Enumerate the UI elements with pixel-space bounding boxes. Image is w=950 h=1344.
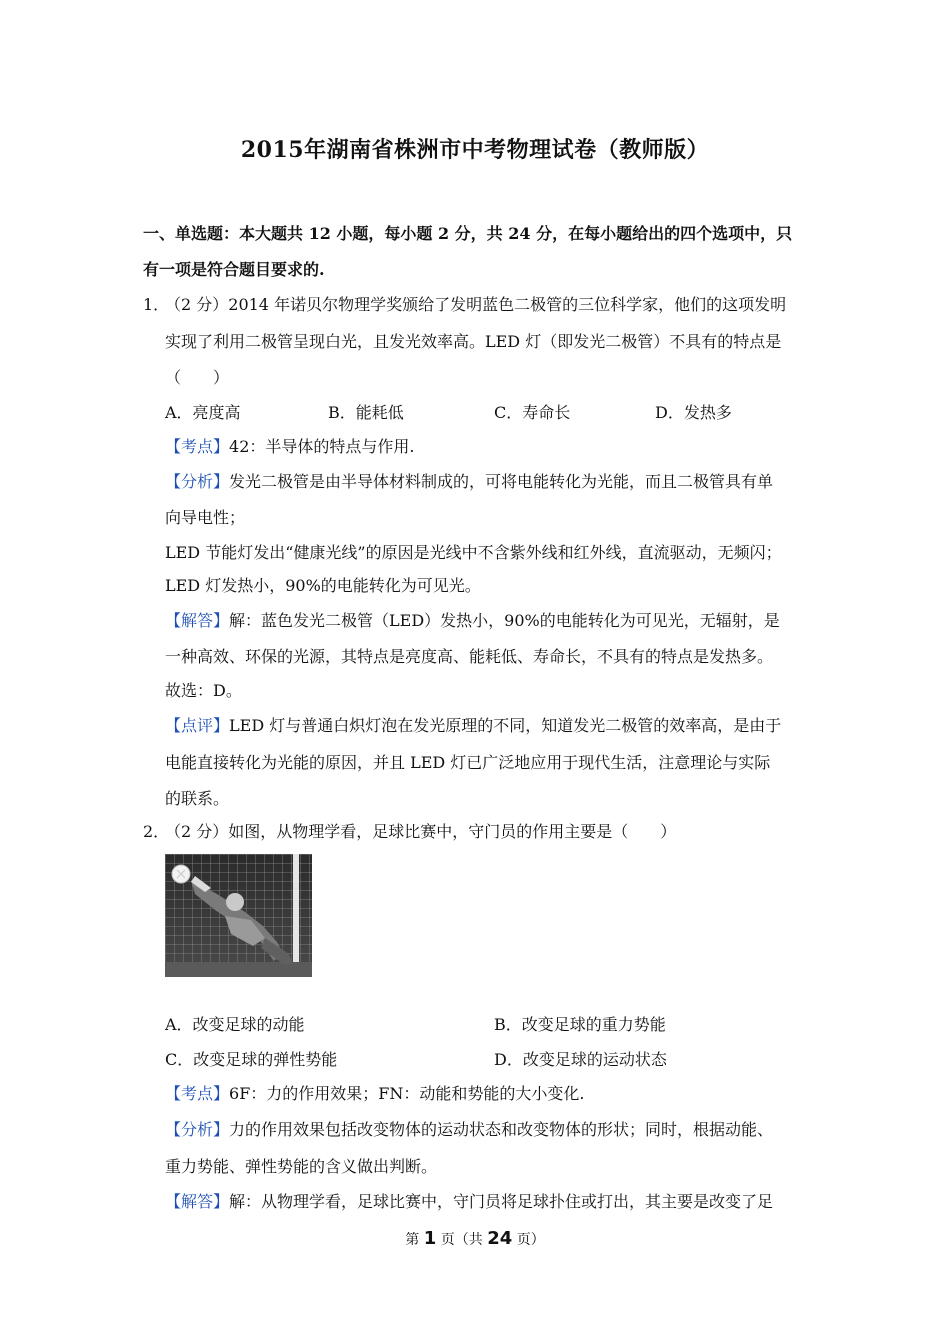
q1-kaodian-text: 42：半导体的特点与作用. (229, 437, 415, 456)
q1-jieda-line3: 故选：D。 (165, 681, 242, 700)
section-heading-line1: 一、单选题：本大题共 12 小题，每小题 2 分，共 24 分，在每小题给出的四个选项中，只 (143, 224, 793, 243)
q2-fenxi-tag: 【分析】 (165, 1120, 230, 1139)
footer-page-number: 1 (423, 1228, 437, 1249)
page-footer (0, 1228, 950, 1249)
q1-fenxi-line3: LED 节能灯发出“健康光线”的原因是光线中不含紫外线和红外线，直流驱动，无频闪； (165, 543, 782, 562)
q1-fenxi-line2: 向导电性； (165, 508, 246, 527)
q1-dianping-tag: 【点评】 (165, 716, 230, 735)
q1-line1 (143, 295, 786, 315)
q2-jieda-line1 (165, 1192, 773, 1212)
goalkeeper-photo (165, 854, 312, 977)
q1-stem-line1: （2 分）2014 年诺贝尔物理学奖颁给了发明蓝色二极管的三位科学家，他们的这项发明 (165, 295, 787, 314)
q2-option-d: D．改变足球的运动状态 (494, 1050, 667, 1069)
footer-middle: 页（共 (436, 1232, 488, 1248)
q1-fenxi-line4: LED 灯发热小，90%的电能转化为可见光。 (165, 576, 481, 595)
q2-kaodian (165, 1084, 585, 1104)
footer-suffix: 页） (512, 1232, 545, 1248)
q1-fenxi-tag: 【分析】 (165, 472, 230, 491)
footer-total-pages: 24 (487, 1228, 513, 1249)
q1-jieda-line2: 一种高效、环保的光源，其特点是亮度高、能耗低、寿命长，不具有的特点是发热多。 (165, 647, 774, 666)
q2-stem-line1: （2 分）如图，从物理学看，足球比赛中，守门员的作用主要是（ ） (165, 822, 677, 841)
q1-stem-line2: 实现了利用二极管呈现白光，且发光效率高。LED 灯（即发光二极管）不具有的特点是 (165, 332, 782, 351)
q2-option-c: C．改变足球的弹性势能 (165, 1050, 338, 1069)
q2-fenxi-line1 (165, 1120, 773, 1140)
q2-jieda-text1: 解：从物理学看，足球比赛中，守门员将足球扑住或打出，其主要是改变了足 (229, 1192, 774, 1211)
q1-stem-line3: （ ） (165, 368, 230, 387)
section-heading-line2: 有一项是符合题目要求的. (143, 260, 325, 279)
q1-dianping-line1 (165, 716, 781, 736)
q2-jieda-tag: 【解答】 (165, 1192, 230, 1211)
q1-option-d: D．发热多 (655, 403, 732, 422)
page-title: 2015年湖南省株洲市中考物理试卷（教师版） (240, 137, 710, 163)
q1-jieda-tag: 【解答】 (165, 611, 230, 630)
q2-fenxi-text1: 力的作用效果包括改变物体的运动状态和改变物体的形状；同时，根据动能、 (229, 1120, 774, 1139)
q1-number: 1． (143, 295, 170, 314)
q2-kaodian-tag: 【考点】 (165, 1084, 230, 1103)
q1-dianping-line2: 电能直接转化为光能的原因，并且 LED 灯已广泛地应用于现代生活，注意理论与实际 (165, 753, 771, 772)
q2-option-b: B．改变足球的重力势能 (494, 1015, 666, 1034)
q1-jieda-line1 (165, 611, 780, 631)
q2-line1 (143, 822, 676, 842)
q1-dianping-text1: LED 灯与普通白炽灯泡在发光原理的不同，知道发光二极管的效率高，是由于 (229, 716, 782, 735)
q1-fenxi-text1: 发光二极管是由半导体材料制成的，可将电能转化为光能，而且二极管具有单 (229, 472, 774, 491)
q2-fenxi-line2: 重力势能、弹性势能的含义做出判断。 (165, 1157, 438, 1176)
q1-option-c: C．寿命长 (494, 403, 571, 422)
q1-dianping-line3: 的联系。 (165, 789, 230, 808)
q1-jieda-text1: 解：蓝色发光二极管（LED）发热小，90%的电能转化为可见光，无辐射，是 (229, 611, 780, 630)
q1-kaodian-tag: 【考点】 (165, 437, 230, 456)
footer-prefix: 第 (405, 1232, 424, 1248)
q1-option-b: B．能耗低 (328, 403, 404, 422)
q1-fenxi-line1 (165, 472, 773, 492)
q2-option-a: A．改变足球的动能 (165, 1015, 305, 1034)
q2-kaodian-text: 6F：力的作用效果；FN：动能和势能的大小变化. (229, 1084, 585, 1103)
q1-kaodian (165, 437, 414, 457)
q1-option-a: A．亮度高 (165, 403, 241, 422)
q2-number: 2． (143, 822, 170, 841)
